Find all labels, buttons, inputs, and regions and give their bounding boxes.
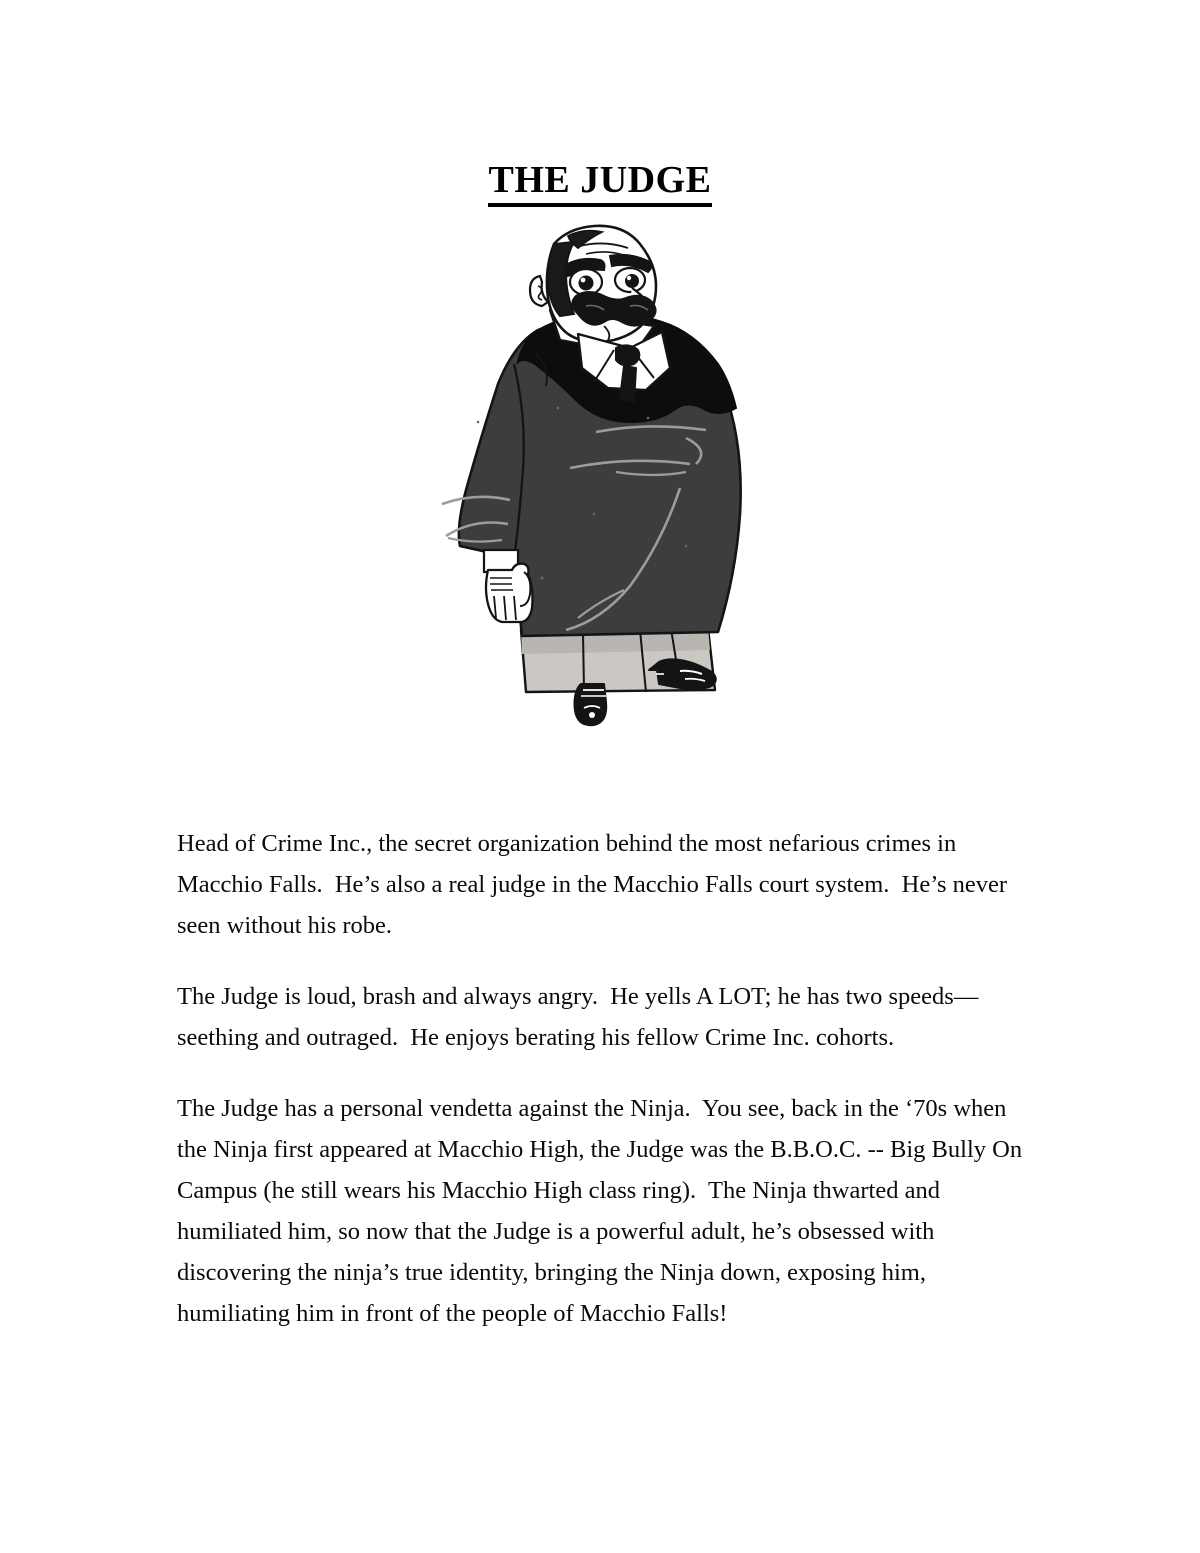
robe-speck [685,545,688,548]
pupil-left [579,276,594,291]
character-description [177,823,1027,1334]
judge-character-illustration [418,222,763,732]
robe-speck [541,577,544,580]
paragraph-3: The Judge has a personal vendetta against the Ninja. You see, back in the ‘70s when the Ninja first appeared at Macchio High, the Judge was the B.B.O.C. -- Big Bully On Campus (he still wears his Macchio High class ring). The Ninja thwarted and humiliated him, so now that the Judge is a powerful adult, he’s obsessed with discovering the ninja’s true identity, bringing the Ninja down, exposing him, humiliating him in front of the people of Macchio Falls! [177,1095,1029,1327]
paragraph-2: The Judge is loud, brash and always angry. He yells A LOT; he has two speeds—seething and outraged. He enjoys berating his fellow Crime Inc. cohorts. [177,983,979,1051]
tie-knot [616,345,639,365]
paragraph-1: Head of Crime Inc., the secret organization behind the most nefarious crimes in Macchio Falls. He’s also a real judge in the Macchio Falls court system. He’s never seen without his robe. [177,830,1014,939]
tie [620,366,636,402]
robe-speck [647,417,650,420]
pupil-right [625,274,639,288]
page-title-block [0,136,1200,233]
shoe-front-dot [589,712,595,718]
robe-speck [593,513,596,516]
robe-speck [557,407,560,410]
trouser-crease-left [583,632,584,690]
page-title: THE JUDGE [488,161,711,207]
robe-speck [477,421,480,424]
ear [530,276,548,306]
eye-highlight-right [627,276,631,280]
judge-figure-svg [418,222,763,732]
eye-highlight-left [581,278,586,283]
